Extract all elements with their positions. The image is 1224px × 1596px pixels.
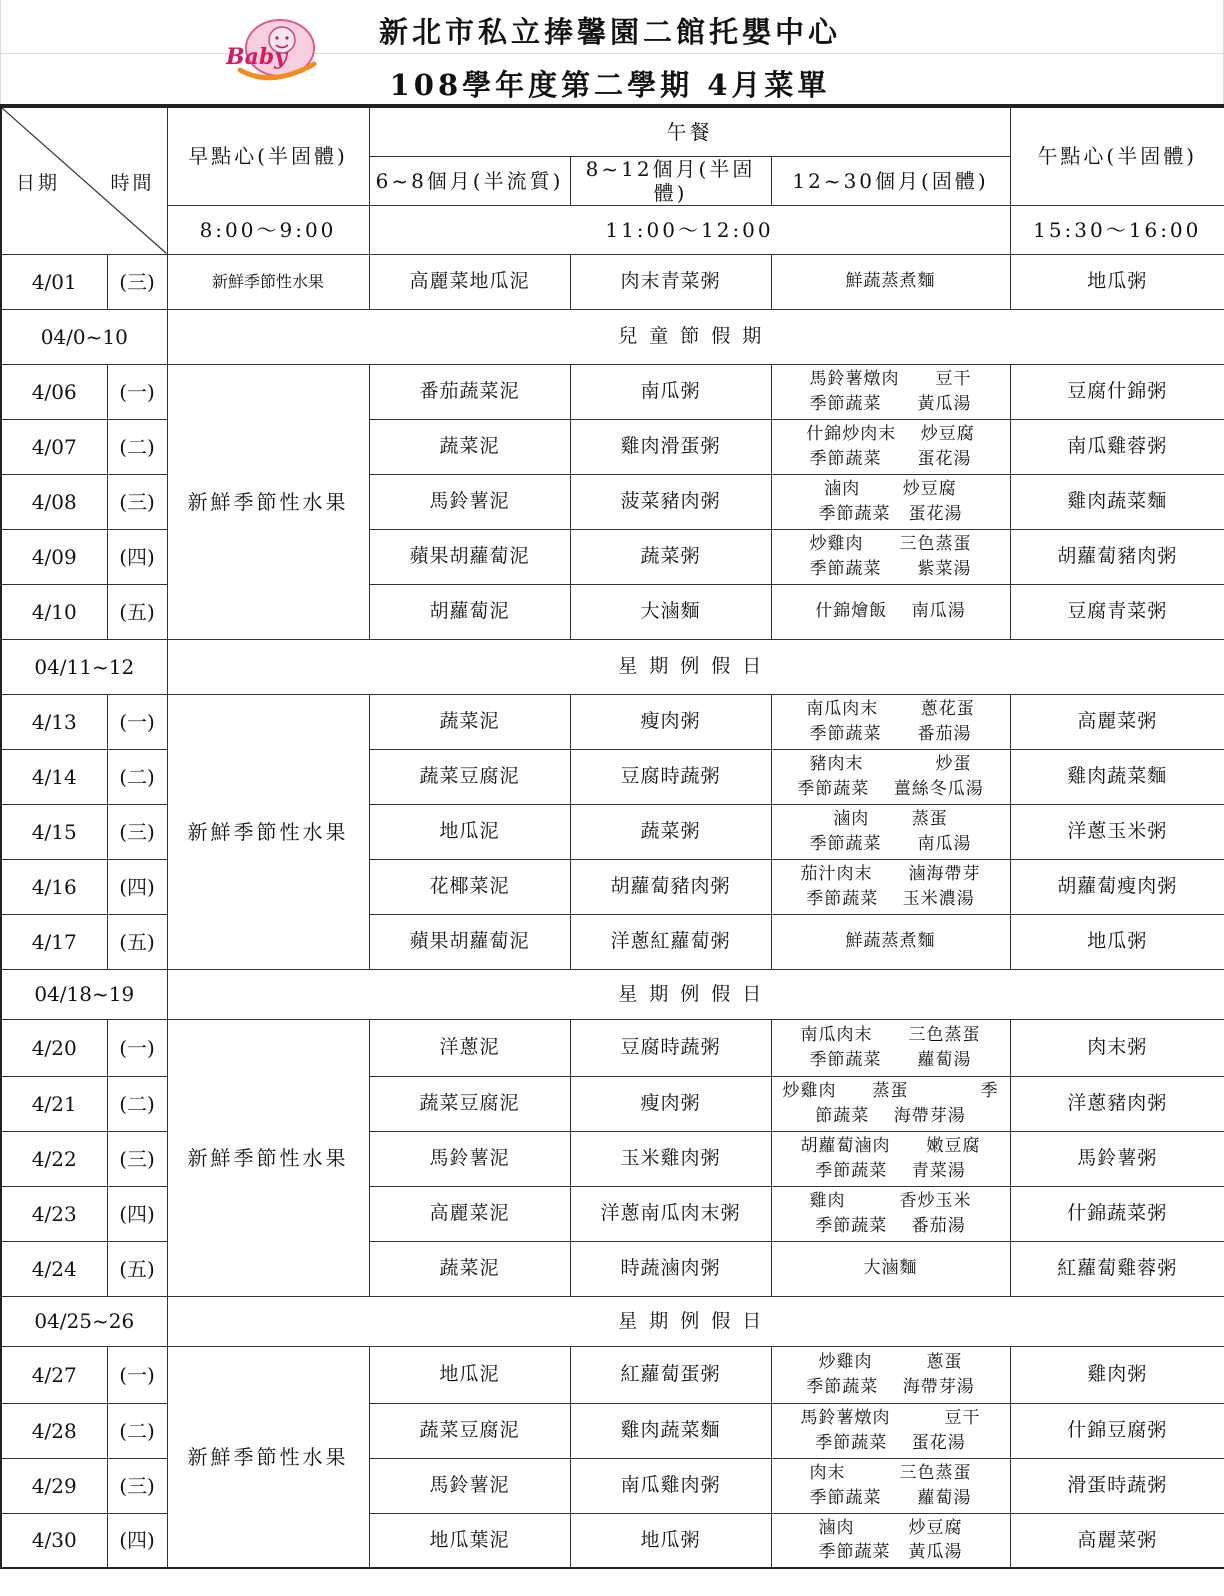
- afternoon-snack-cell: 胡蘿蔔瘦肉粥: [1010, 859, 1224, 914]
- lunch-8-12-cell: 時蔬滷肉粥: [570, 1241, 771, 1296]
- lunch-8-12-cell: 洋蔥南瓜肉末粥: [570, 1186, 771, 1241]
- lunch-8-12-cell: 瘦肉粥: [570, 1076, 771, 1131]
- morning-snack-cell: 新鮮季節性水果: [167, 254, 369, 309]
- lunch-6-8-cell: 蘋果胡蘿蔔泥: [369, 914, 570, 969]
- dish-line: 馬鈴薯燉肉 豆干: [800, 1407, 981, 1428]
- lunch-6-8-cell: 番茄蔬菜泥: [369, 364, 570, 419]
- lunch-8-12-cell: 洋蔥紅蘿蔔粥: [570, 914, 771, 969]
- table-row: [1, 1346, 1224, 1403]
- table-row: [1, 254, 1224, 309]
- table-row: [1, 694, 1224, 749]
- lunch-6-8-cell: 馬鈴薯泥: [369, 1131, 570, 1186]
- lunch-8-12-header: 8~12個月(半固體): [570, 156, 771, 205]
- lunch-12-30-cell: [771, 694, 1010, 749]
- afternoon-snack-cell: 地瓜粥: [1010, 914, 1224, 969]
- lunch-12-30-cell: [771, 749, 1010, 804]
- dish-line: 炒雞肉 蔥蛋: [818, 1351, 963, 1372]
- week-block: [1, 1019, 1224, 1296]
- lunch-12-30-cell: 鮮蔬蒸煮麵: [771, 254, 1010, 309]
- day-date: 4/22: [1, 1131, 107, 1186]
- holiday-row: [1, 969, 1224, 1019]
- lunch-12-30-cell: [771, 529, 1010, 584]
- lunch-12-30-cell: [771, 1513, 1010, 1568]
- day-weekday: (一): [107, 1019, 167, 1076]
- dish-line: 季節蔬菜 青菜湯: [815, 1160, 966, 1181]
- day-weekday: (四): [107, 1513, 167, 1568]
- afternoon-snack-cell: 雞肉蔬菜麵: [1010, 474, 1224, 529]
- day-weekday: (三): [107, 804, 167, 859]
- logo-text: Baby: [226, 44, 288, 70]
- holiday-label: 兒童節假期: [167, 309, 1224, 364]
- date-time-header: [1, 107, 167, 254]
- lunch-6-8-cell: 胡蘿蔔泥: [369, 584, 570, 639]
- dish-line: 季節蔬菜 南瓜湯: [809, 833, 972, 854]
- lunch-6-8-cell: 地瓜泥: [369, 1346, 570, 1403]
- dish-line: 豬肉末 炒蛋: [809, 753, 972, 774]
- day-date: 4/30: [1, 1513, 107, 1568]
- dish-line: 季節蔬菜 黃瓜湯: [809, 393, 972, 414]
- lunch-6-8-header: 6~8個月(半流質): [369, 156, 570, 205]
- holiday-date: 04/18~19: [1, 969, 167, 1019]
- dish-line: 季節蔬菜 番茄湯: [809, 723, 972, 744]
- lunch-12-30-cell: [771, 1186, 1010, 1241]
- day-weekday: (三): [107, 254, 167, 309]
- afternoon-snack-cell: 南瓜雞蓉粥: [1010, 419, 1224, 474]
- lunch-8-12-cell: 南瓜粥: [570, 364, 771, 419]
- morning-snack-cell: 新鮮季節性水果: [167, 1346, 369, 1568]
- day-weekday: (五): [107, 914, 167, 969]
- lunch-12-30-cell: [771, 1403, 1010, 1458]
- day-date: 4/21: [1, 1076, 107, 1131]
- lunch-8-12-cell: 雞肉蔬菜麵: [570, 1403, 771, 1458]
- afternoon-snack-header: 午點心(半固體): [1010, 107, 1224, 205]
- dish-line: 季節蔬菜 玉米濃湯: [806, 888, 975, 909]
- week-block: [1, 1346, 1224, 1568]
- lunch-8-12-cell: 蔬菜粥: [570, 529, 771, 584]
- day-weekday: (三): [107, 474, 167, 529]
- afternoon-snack-cell: 高麗菜粥: [1010, 694, 1224, 749]
- afternoon-snack-cell: 洋蔥豬肉粥: [1010, 1076, 1224, 1131]
- day-date: 4/09: [1, 529, 107, 584]
- lunch-8-12-cell: 地瓜粥: [570, 1513, 771, 1568]
- afternoon-snack-cell: 紅蘿蔔雞蓉粥: [1010, 1241, 1224, 1296]
- header-divider: [0, 53, 1224, 54]
- week-block: [1, 694, 1224, 969]
- lunch-8-12-cell: 雞肉滑蛋粥: [570, 419, 771, 474]
- day-date: 4/08: [1, 474, 107, 529]
- lunch-6-8-cell: 馬鈴薯泥: [369, 1458, 570, 1513]
- lunch-12-30-cell: [771, 1241, 1010, 1296]
- holiday-date: 04/0~10: [1, 309, 167, 364]
- lunch-8-12-cell: 豆腐時蔬粥: [570, 749, 771, 804]
- table-row: [1, 364, 1224, 419]
- dish-line: 馬鈴薯燉肉 豆干: [809, 368, 972, 389]
- day-weekday: (二): [107, 749, 167, 804]
- afternoon-snack-cell: 高麗菜粥: [1010, 1513, 1224, 1568]
- lunch-8-12-cell: 紅蘿蔔蛋粥: [570, 1346, 771, 1403]
- lunch-8-12-cell: 胡蘿蔔豬肉粥: [570, 859, 771, 914]
- day-date: 4/29: [1, 1458, 107, 1513]
- day-weekday: (五): [107, 584, 167, 639]
- day-date: 4/06: [1, 364, 107, 419]
- lunch-6-8-cell: 馬鈴薯泥: [369, 474, 570, 529]
- lunch-8-12-cell: 南瓜雞肉粥: [570, 1458, 771, 1513]
- day-date: 4/15: [1, 804, 107, 859]
- lunch-6-8-cell: 蔬菜泥: [369, 1241, 570, 1296]
- lunch-6-8-cell: 蔬菜泥: [369, 419, 570, 474]
- lunch-8-12-cell: 玉米雞肉粥: [570, 1131, 771, 1186]
- lunch-6-8-cell: 花椰菜泥: [369, 859, 570, 914]
- dish-line: 季節蔬菜 蛋花湯: [815, 1432, 966, 1453]
- morning-time: 8:00～9:00: [167, 205, 369, 254]
- time-header-label: 時間: [110, 172, 155, 194]
- dish-line: 茄汁肉末 滷海帶芽: [800, 863, 981, 884]
- lunch-12-30-header: 12~30個月(固體): [771, 156, 1010, 205]
- dish-line: 胡蘿蔔滷肉 嫩豆腐: [800, 1135, 981, 1156]
- day-date: 4/14: [1, 749, 107, 804]
- day-weekday: (五): [107, 1241, 167, 1296]
- afternoon-snack-cell: 胡蘿蔔豬肉粥: [1010, 529, 1224, 584]
- lunch-12-30-cell: [771, 1019, 1010, 1076]
- dish-line: 節蔬菜 海帶芽湯: [815, 1105, 966, 1126]
- time-row: [1, 205, 1224, 254]
- holiday-label: 星期例假日: [167, 969, 1224, 1019]
- afternoon-snack-cell: 洋蔥玉米粥: [1010, 804, 1224, 859]
- afternoon-snack-cell: 滑蛋時蔬粥: [1010, 1458, 1224, 1513]
- lunch-6-8-cell: 洋蔥泥: [369, 1019, 570, 1076]
- lunch-12-30-cell: [771, 914, 1010, 969]
- day-weekday: (三): [107, 1458, 167, 1513]
- day-weekday: (二): [107, 1076, 167, 1131]
- day-date: 4/17: [1, 914, 107, 969]
- morning-snack-cell: 新鮮季節性水果: [167, 694, 369, 969]
- day-weekday: (四): [107, 529, 167, 584]
- afternoon-snack-cell: 什錦蔬菜粥: [1010, 1186, 1224, 1241]
- afternoon-snack-cell: 豆腐什錦粥: [1010, 364, 1224, 419]
- day-date: 4/01: [1, 254, 107, 309]
- dish-line: 滷肉 炒豆腐: [824, 478, 957, 499]
- lunch-6-8-cell: 高麗菜泥: [369, 1186, 570, 1241]
- lunch-8-12-cell: 菠菜豬肉粥: [570, 474, 771, 529]
- lunch-12-30-cell: [771, 1346, 1010, 1403]
- page-header: [0, 0, 1224, 106]
- dish-line: 季節蔬菜 蛋花湯: [809, 448, 972, 469]
- dish-line: 肉末 三色蒸蛋: [809, 1462, 972, 1483]
- day-date: 4/27: [1, 1346, 107, 1403]
- lunch-6-8-cell: 蔬菜豆腐泥: [369, 1076, 570, 1131]
- lunch-12-30-cell: [771, 1131, 1010, 1186]
- afternoon-snack-cell: 地瓜粥: [1010, 254, 1224, 309]
- holiday-label: 星期例假日: [167, 1296, 1224, 1346]
- lunch-6-8-cell: 蘋果胡蘿蔔泥: [369, 529, 570, 584]
- center-name: 新北市私立捧馨園二館托嬰中心: [378, 15, 841, 49]
- dish-line: 季節蔬菜 蘿蔔湯: [809, 1049, 972, 1070]
- day-weekday: (四): [107, 1186, 167, 1241]
- dish-line: 什錦燴飯 南瓜湯: [815, 601, 966, 622]
- holiday-date: 04/25~26: [1, 1296, 167, 1346]
- afternoon-snack-cell: 雞肉蔬菜麵: [1010, 749, 1224, 804]
- lunch-header: 午餐: [369, 107, 1010, 156]
- afternoon-snack-cell: 雞肉粥: [1010, 1346, 1224, 1403]
- afternoon-time: 15:30～16:00: [1010, 205, 1224, 254]
- lunch-8-12-cell: 蔬菜粥: [570, 804, 771, 859]
- lunch-6-8-cell: 蔬菜豆腐泥: [369, 1403, 570, 1458]
- day-weekday: (三): [107, 1131, 167, 1186]
- day-date: 4/24: [1, 1241, 107, 1296]
- dish-line: 南瓜肉末 三色蒸蛋: [800, 1024, 981, 1045]
- header-gridline: [0, 0, 1, 104]
- lunch-12-30-cell: [771, 1458, 1010, 1513]
- dish-line: 季節蔬菜 蛋花湯: [818, 503, 963, 524]
- dish-line: 南瓜肉末 蔥花蛋: [806, 698, 975, 719]
- dish-line: 雞肉 香炒玉米: [809, 1190, 972, 1211]
- lunch-8-12-cell: 大滷麵: [570, 584, 771, 639]
- lunch-time: 11:00～12:00: [369, 205, 1010, 254]
- lunch-12-30-cell: [771, 859, 1010, 914]
- day-date: 4/23: [1, 1186, 107, 1241]
- morning-snack-cell: 新鮮季節性水果: [167, 1019, 369, 1296]
- day-weekday: (一): [107, 364, 167, 419]
- day-weekday: (二): [107, 1403, 167, 1458]
- lunch-12-30-cell: [771, 419, 1010, 474]
- afternoon-snack-cell: 什錦豆腐粥: [1010, 1403, 1224, 1458]
- lunch-12-30-cell: [771, 474, 1010, 529]
- lunch-12-30-cell: [771, 364, 1010, 419]
- lunch-8-12-cell: 豆腐時蔬粥: [570, 1019, 771, 1076]
- day-date: 4/10: [1, 584, 107, 639]
- day-weekday: (一): [107, 694, 167, 749]
- day-weekday: (一): [107, 1346, 167, 1403]
- afternoon-snack-cell: 肉末粥: [1010, 1019, 1224, 1076]
- dish-line: 炒雞肉 蒸蛋 季: [782, 1080, 999, 1101]
- dish-line: 季節蔬菜 黃瓜湯: [818, 1542, 963, 1563]
- holiday-row: [1, 1296, 1224, 1346]
- holiday-label: 星期例假日: [167, 639, 1224, 694]
- table-header-row: [1, 107, 1224, 156]
- menu-title: 108學年度第二學期 4月菜單: [389, 68, 831, 102]
- day-weekday: (二): [107, 419, 167, 474]
- lunch-6-8-cell: 蔬菜豆腐泥: [369, 749, 570, 804]
- day-date: 4/16: [1, 859, 107, 914]
- morning-snack-header: 早點心(半固體): [167, 107, 369, 205]
- dish-line: 炒雞肉 三色蒸蛋: [809, 533, 972, 554]
- lunch-12-30-cell: [771, 804, 1010, 859]
- lunch-12-30-cell: [771, 584, 1010, 639]
- dish-line: 大滷麵: [863, 1258, 918, 1279]
- afternoon-snack-cell: 豆腐青菜粥: [1010, 584, 1224, 639]
- day-weekday: (四): [107, 859, 167, 914]
- dish-line: 季節蔬菜 薑絲冬瓜湯: [797, 778, 984, 799]
- dish-line: 季節蔬菜 紫菜湯: [809, 558, 972, 579]
- day-date: 4/28: [1, 1403, 107, 1458]
- lunch-8-12-cell: 肉末青菜粥: [570, 254, 771, 309]
- lunch-6-8-cell: 地瓜葉泥: [369, 1513, 570, 1568]
- week-block: [1, 364, 1224, 639]
- dish-line: 滷肉 炒豆腐: [818, 1517, 963, 1538]
- morning-snack-cell: 新鮮季節性水果: [167, 364, 369, 639]
- day-date: 4/13: [1, 694, 107, 749]
- dish-line: 鮮蔬蒸煮麵: [845, 931, 936, 952]
- day-date: 4/07: [1, 419, 107, 474]
- dish-line: 季節蔬菜 蘿蔔湯: [809, 1487, 972, 1508]
- lunch-12-30-cell: [771, 1076, 1010, 1131]
- dish-line: 什錦炒肉末 炒豆腐: [806, 423, 975, 444]
- holiday-date: 04/11~12: [1, 639, 167, 694]
- day-date: 4/20: [1, 1019, 107, 1076]
- dish-line: 季節蔬菜 海帶芽湯: [806, 1376, 975, 1397]
- lunch-8-12-cell: 瘦肉粥: [570, 694, 771, 749]
- dish-line: 滷肉 蒸蛋: [833, 808, 948, 829]
- menu-table: [0, 106, 1224, 1569]
- afternoon-snack-cell: 馬鈴薯粥: [1010, 1131, 1224, 1186]
- lunch-6-8-cell: 地瓜泥: [369, 804, 570, 859]
- table-row: [1, 1019, 1224, 1076]
- lunch-6-8-cell: 高麗菜地瓜泥: [369, 254, 570, 309]
- holiday-row: [1, 639, 1224, 694]
- holiday-row: [1, 309, 1224, 364]
- lunch-6-8-cell: 蔬菜泥: [369, 694, 570, 749]
- dish-line: 季節蔬菜 番茄湯: [815, 1215, 966, 1236]
- date-header-label: 日期: [16, 172, 61, 194]
